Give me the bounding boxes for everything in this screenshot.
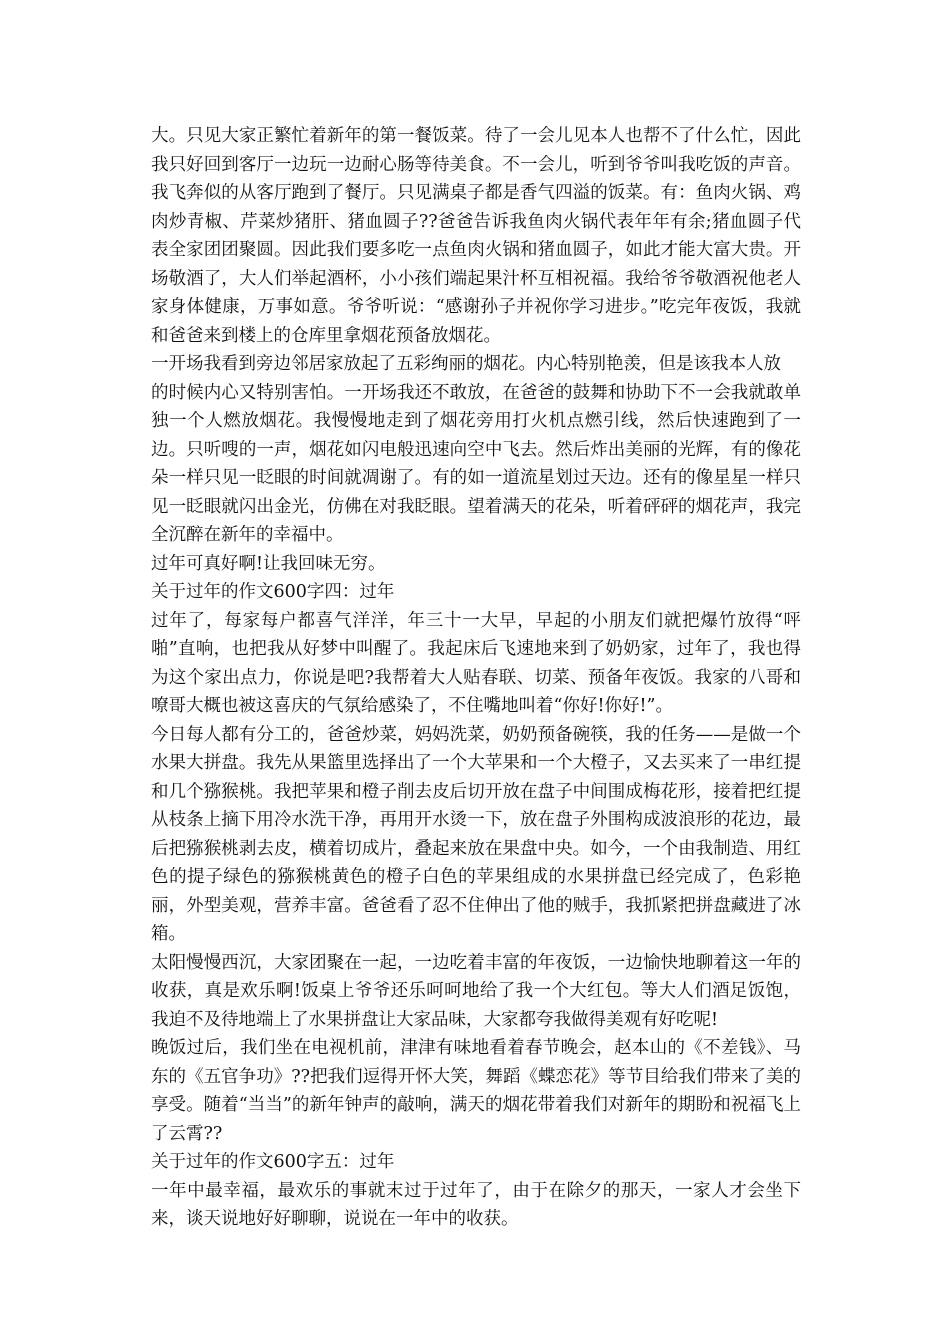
document-page (151, 122, 801, 1234)
essay-heading-five: 关于过年的作文600字五：过年 (151, 1152, 395, 1172)
paragraph-fireworks-lighting: 的时候内心又特别害怕。一开场我还不敢放，在爸爸的鼓舞和协助下不一会我就敢单独一个人燃放烟花。我慢慢地走到了烟花旁用打火机点燃引线，然后快速跑到了一边。只听嗖的一声，烟花如闪电般迅速向空中飞去。然后炸出美丽的光辉，有的像花朵一样只见一眨眼的时间就凋谢了。有的如一道流星划过天边。还有的像星星一样只见一眨眼就闪出金光，仿佛在对我眨眼。望着满天的花朵，听着砰砰的烟花声，我完全沉醉在新年的幸福中。 (151, 382, 801, 545)
paragraph-new-year-morning: 过年了，每家每户都喜气洋洋，年三十一大早，早起的小朋友们就把爆竹放得“呯啪”直响，也把我从好梦中叫醒了。我起床后飞速地来到了奶奶家，过年了，我也得为这个家出点力，你说是吧?我帮着大人贴春联、切菜、预备年夜饭。我家的八哥和嘹哥大概也被这喜庆的气氛给感染了，不住嘴地叫着“你好!你好!”。 (151, 610, 801, 716)
paragraph-family-dinner: 大。只见大家正繁忙着新年的第一餐饭菜。待了一会儿见本人也帮不了什么忙，因此我只好回到客厅一边玩一边耐心肠等待美食。不一会儿，听到爷爷叫我吃饭的声音。我飞奔似的从客厅跑到了餐厅。只见满桌子都是香气四溢的饭菜。有：鱼肉火锅、鸡肉炒青椒、芹菜炒猪肝、猪血圆子??爸爸告诉我鱼肉火锅代表年年有余;猪血圆子代表全家团团聚圆。因此我们要多吃一点鱼肉火锅和猪血圆子，如此才能大富大贵。开场敬酒了，大人们举起酒杯，小小孩们端起果汁杯互相祝福。我给爷爷敬酒祝他老人家身体健康，万事如意。爷爷听说：“感谢孙子并祝你学习进步。”吃完年夜饭，我就和爸爸来到楼上的仓库里拿烟花预备放烟花。 (151, 126, 801, 346)
paragraph-closing-remark: 过年可真好啊!让我回味无穷。 (151, 553, 386, 574)
paragraph-spring-gala: 晚饭过后，我们坐在电视机前，津津有味地看着春节晚会，赵本山的《不差钱》、马东的《五官争功》??把我们逗得开怀大笑，舞蹈《蝶恋花》等节目给我们带来了美的享受。随着“当当”的新年钟声的敲响，满天的烟花带着我们对新年的期盼和祝福飞上了云霄?? (151, 1038, 801, 1144)
paragraph-fireworks-envy: 一开场我看到旁边邻居家放起了五彩绚丽的烟花。内心特别艳羡，但是该我本人放 (151, 354, 781, 374)
essay-heading-four: 关于过年的作文600字四：过年 (151, 582, 395, 602)
paragraph-reunion-dinner: 太阳慢慢西沉，大家团聚在一起，一边吃着丰富的年夜饭，一边愉快地聊着这一年的收获，真是欢乐啊!饭桌上爷爷还乐呵呵地给了我一个大红包。等大人们酒足饭饱，我迫不及待地端上了水果拼盘让大家品味，大家都夸我做得美观有好吃呢! (151, 952, 801, 1030)
paragraph-happiest-time: 一年中最幸福，最欢乐的事就末过于过年了，由于在除夕的那天，一家人才会坐下来，谈天说地好好聊聊，说说在一年中的收获。 (151, 1180, 801, 1229)
paragraph-fruit-platter: 今日每人都有分工的，爸爸炒菜，妈妈洗菜，奶奶预备碗筷，我的任务——是做一个水果大拼盘。我先从果篮里选择出了一个大苹果和一个大橙子，又去买来了一串红提和几个猕猴桃。我把苹果和橙子削去皮后切开放在盘子中间围成梅花形，接着把红提从枝条上摘下用冷水洗干净，再用开水烫一下，放在盘子外围构成波浪形的花边，最后把猕猴桃剥去皮，横着切成片，叠起来放在果盘中央。如今，一个由我制造、用红色的提子绿色的猕猴桃黄色的橙子白色的苹果组成的水果拼盘已经完成了，色彩艳丽，外型美观，营养丰富。爸爸看了忍不住伸出了他的贼手，我抓紧把拼盘藏进了冰箱。 (151, 724, 801, 944)
